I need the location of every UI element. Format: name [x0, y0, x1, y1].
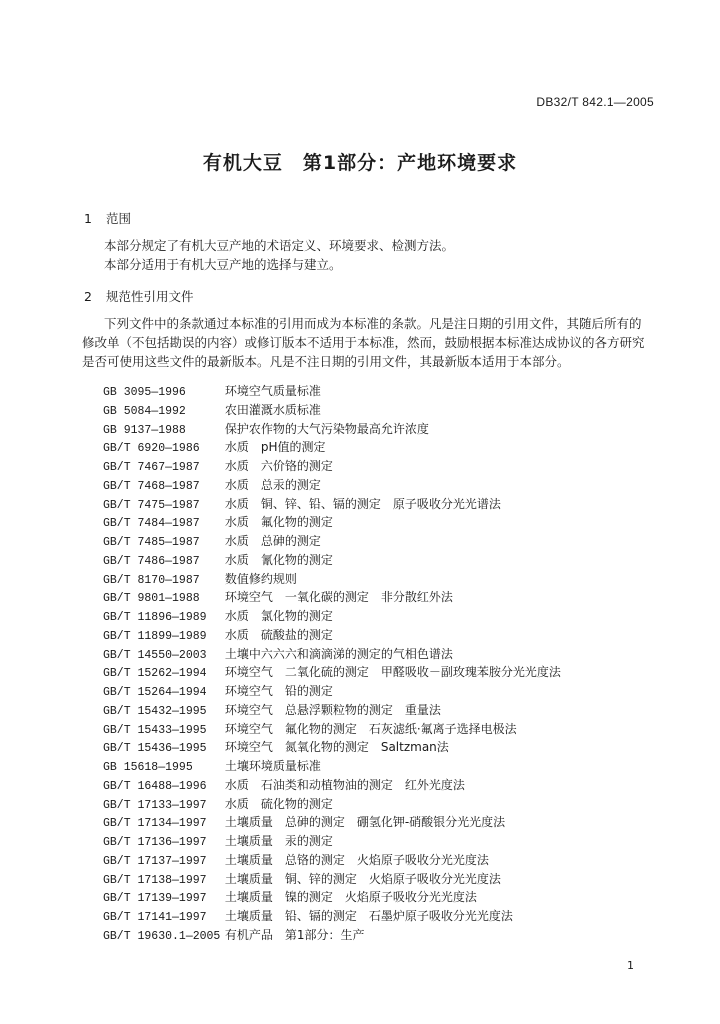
reference-item: [103, 457, 663, 476]
reference-item: [103, 645, 663, 664]
section-1-heading: [84, 209, 131, 227]
reference-item: [103, 795, 663, 814]
reference-code: GB/T 15433—1995: [103, 723, 207, 737]
reference-title: 土壤质量 汞的测定: [224, 834, 333, 848]
reference-title: 农田灌溉水质标准: [224, 402, 321, 417]
reference-item: [103, 513, 663, 532]
reference-item: [103, 438, 663, 457]
reference-item: [103, 701, 663, 720]
reference-item: [103, 832, 663, 851]
reference-item: [103, 476, 663, 495]
section-2-title: 规范性引用文件: [106, 289, 194, 304]
reference-title: 环境空气 铅的测定: [224, 684, 333, 698]
reference-item: [103, 607, 663, 626]
reference-title: 环境空气 二氧化硫的测定 甲醛吸收－副玫瑰苯胺分光光度法: [224, 665, 561, 680]
document-title: 有机大豆 第1部分：产地环境要求: [202, 152, 518, 174]
reference-item: [103, 813, 663, 832]
reference-title: 土壤质量 镍的测定 火焰原子吸收分光光度法: [224, 890, 477, 905]
reference-code: GB/T 17137—1997: [103, 854, 207, 868]
reference-title: 土壤质量 总铬的测定 火焰原子吸收分光光度法: [224, 852, 489, 867]
section-2-intro: 下列文件中的条款通过本标准的引用而成为本标准的条款。凡是注日期的引用文件，其随后所有的修改单（不包括勘误的内容）或修订版本不适用于本标准，然而，鼓励根据本标准达成协议的各方研究是否可使用这些文件的最新版本。凡是不注日期的引用文件，其最新版本适用于本部分。: [82, 316, 645, 369]
reference-item: [103, 888, 663, 907]
reference-item: [103, 663, 663, 682]
paragraph: 本部分规定了有机大豆产地的术语定义、环境要求、检测方法。: [104, 238, 455, 253]
reference-code: GB/T 17138—1997: [103, 873, 207, 887]
reference-code: GB/T 7468—1987: [103, 479, 200, 493]
reference-item: [103, 532, 663, 551]
section-2-heading: [84, 287, 194, 305]
reference-title: 环境空气 氮氧化物的测定 Saltzman法: [224, 740, 449, 755]
reference-item: [103, 851, 663, 870]
reference-item: [103, 776, 663, 795]
reference-item: [103, 551, 663, 570]
reference-title: 保护农作物的大气污染物最高允许浓度: [224, 421, 429, 436]
reference-title: 水质 总砷的测定: [224, 534, 321, 548]
reference-code: GB/T 6920—1986: [103, 442, 200, 456]
reference-code: GB/T 7475—1987: [103, 498, 200, 512]
reference-title: 土壤质量 总砷的测定 硼氢化钾-硝酸银分光光度法: [224, 815, 506, 830]
section-1-title: 范围: [106, 211, 132, 226]
reference-title: 土壤中六六六和滴滴涕的测定的气相色谱法: [224, 646, 453, 661]
reference-code: GB/T 11899—1989: [103, 629, 207, 643]
document-code: DB32/T 842.1—2005: [536, 95, 654, 109]
reference-title: 土壤质量 铜、锌的测定 火焰原子吸收分光光度法: [224, 871, 501, 886]
reference-code: GB/T 11896—1989: [103, 611, 207, 624]
reference-code: GB/T 17141—1997: [103, 911, 207, 924]
reference-code: GB/T 7486—1987: [103, 554, 200, 568]
reference-item: [103, 382, 663, 401]
reference-title: 数值修约规则: [224, 571, 297, 586]
reference-item: [103, 588, 663, 607]
reference-code: GB/T 15436—1995: [103, 742, 207, 756]
reference-code: GB/T 15264—1994: [103, 686, 207, 699]
reference-code: GB 9137—1988: [103, 423, 186, 437]
reference-item: [103, 720, 663, 739]
reference-item: [103, 570, 663, 589]
reference-code: GB/T 15432—1995: [103, 704, 207, 718]
reference-list: [103, 382, 663, 945]
section-2-number: 2: [84, 289, 92, 304]
reference-code: GB/T 17134—1997: [103, 817, 207, 831]
reference-item: [103, 626, 663, 645]
reference-title: 水质 硫酸盐的测定: [224, 627, 333, 642]
reference-title: 水质 氟化物的测定: [224, 515, 333, 530]
reference-code: GB 15618—1995: [103, 761, 193, 774]
section-1-body: [82, 236, 652, 274]
reference-title: 水质 六价铬的测定: [224, 459, 333, 473]
reference-code: GB/T 16488—1996: [103, 779, 207, 793]
reference-item: [103, 495, 663, 514]
reference-code: GB/T 17139—1997: [103, 892, 207, 906]
reference-title: 环境空气 氟化物的测定 石灰滤纸·氟离子选择电极法: [224, 721, 517, 736]
section-1-number: 1: [84, 211, 92, 226]
reference-code: GB/T 14550—2003: [103, 648, 207, 662]
reference-title: 水质 石油类和动植物油的测定 红外光度法: [224, 777, 465, 792]
reference-item: [103, 926, 663, 945]
reference-code: GB/T 19630.1—2005: [103, 929, 221, 943]
reference-title: 土壤质量 铅、镉的测定 石墨炉原子吸收分光光度法: [224, 909, 513, 923]
reference-title: 环境空气 总悬浮颗粒物的测定 重量法: [224, 702, 441, 717]
reference-item: [103, 738, 663, 757]
page-number: 1: [627, 959, 634, 972]
reference-code: GB/T 15262—1994: [103, 667, 207, 681]
reference-code: GB/T 7467—1987: [103, 461, 200, 474]
reference-item: [103, 401, 663, 420]
reference-item: [103, 907, 663, 926]
reference-item: [103, 757, 663, 776]
reference-title: 水质 总汞的测定: [224, 477, 321, 492]
paragraph: 本部分适用于有机大豆产地的选择与建立。: [104, 257, 342, 272]
reference-item: [103, 870, 663, 889]
reference-title: 水质 氯化物的测定: [224, 609, 333, 623]
reference-code: GB/T 8170—1987: [103, 573, 200, 587]
reference-code: GB/T 7484—1987: [103, 517, 200, 531]
reference-code: GB/T 17133—1997: [103, 798, 207, 812]
reference-code: GB/T 7485—1987: [103, 536, 200, 549]
reference-title: 土壤环境质量标准: [224, 759, 321, 773]
reference-code: GB/T 17136—1997: [103, 836, 207, 849]
reference-item: [103, 682, 663, 701]
reference-code: GB 3095—1996: [103, 386, 186, 399]
reference-title: 水质 硫化物的测定: [224, 796, 333, 811]
reference-item: [103, 420, 663, 439]
reference-title: 环境空气 一氧化碳的测定 非分散红外法: [224, 590, 453, 605]
reference-title: 水质 pH值的测定: [224, 440, 326, 455]
reference-title: 水质 铜、锌、铅、镉的测定 原子吸收分光光谱法: [224, 496, 501, 511]
reference-code: GB 5084—1992: [103, 404, 186, 418]
reference-code: GB/T 9801—1988: [103, 592, 200, 606]
reference-title: 有机产品 第1部分：生产: [224, 927, 365, 942]
reference-title: 环境空气质量标准: [224, 384, 321, 398]
reference-title: 水质 氰化物的测定: [224, 552, 333, 567]
